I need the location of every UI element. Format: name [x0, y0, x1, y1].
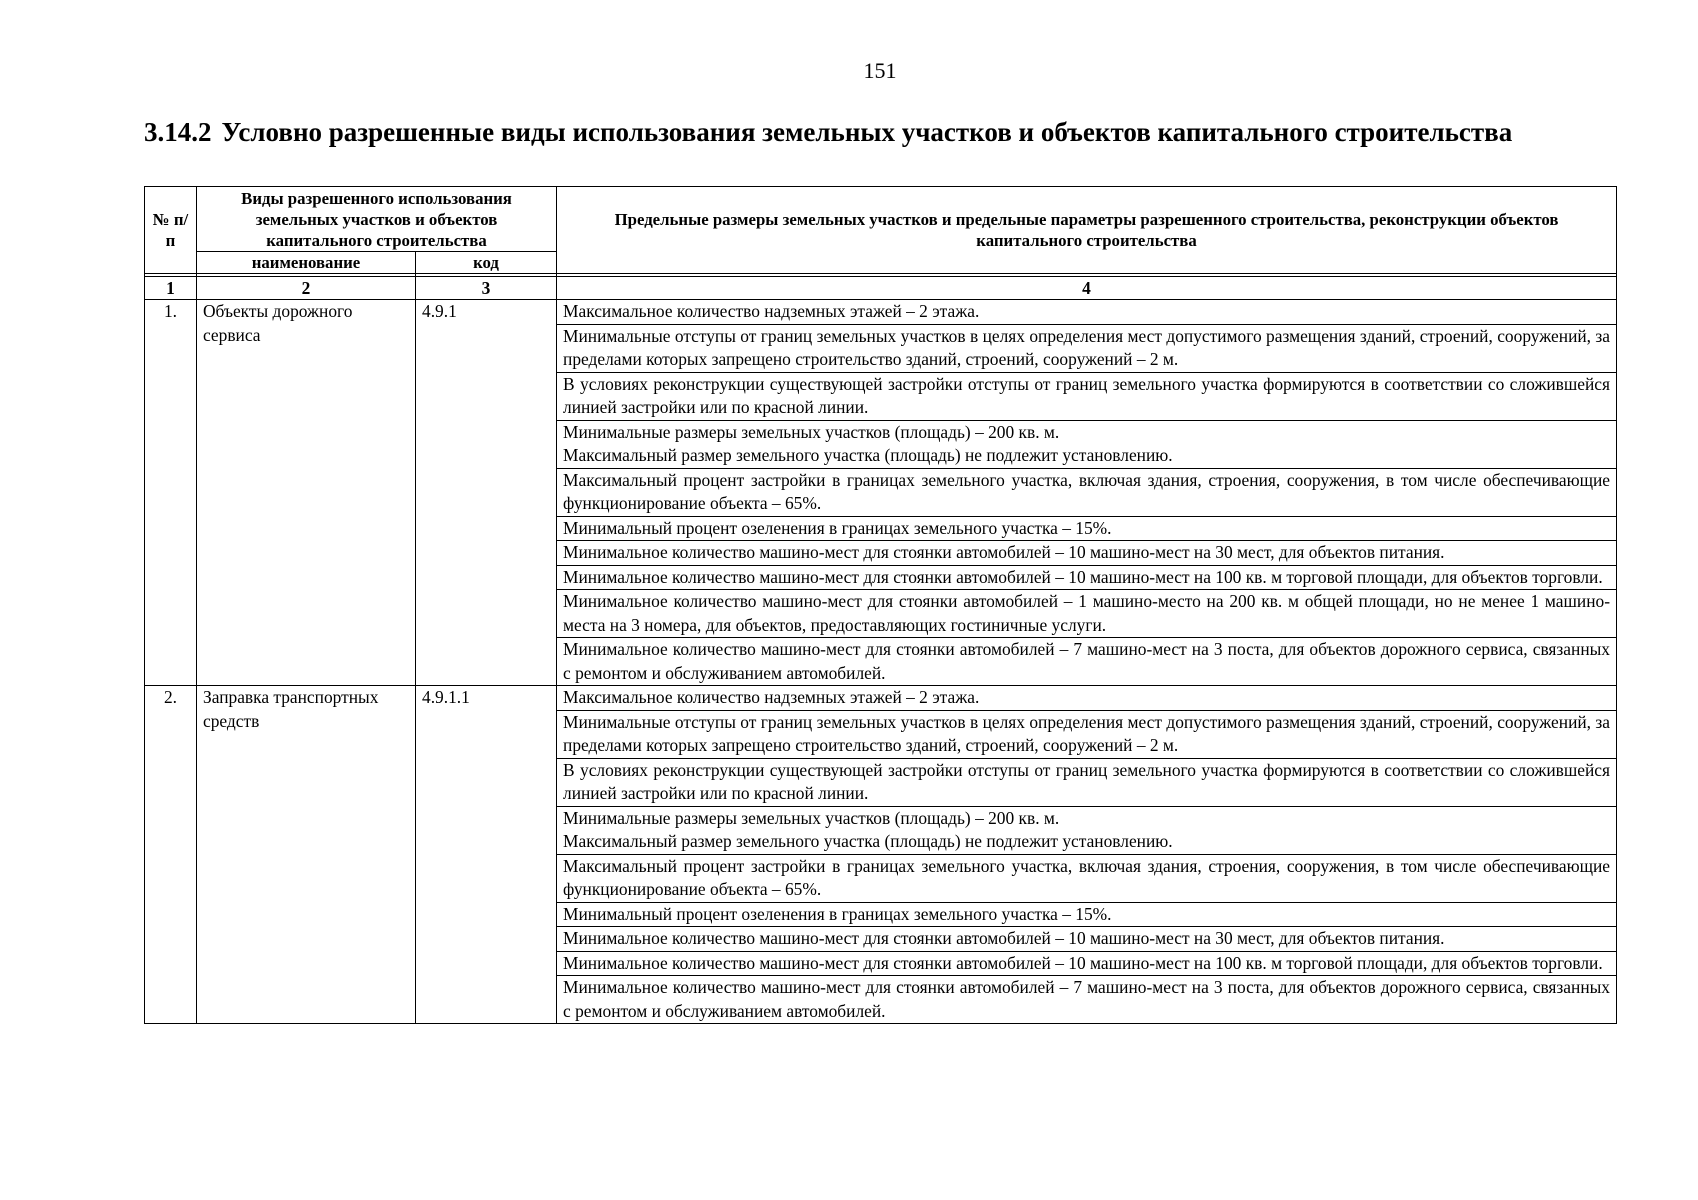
- parameter-cell: Минимальное количество машино-мест для стоянки автомобилей – 10 машино-мест на 100 кв. м торговой площади, для объектов торговли.: [557, 565, 1617, 590]
- header-number: № п/п: [145, 187, 197, 274]
- row-number: 2.: [145, 686, 197, 1024]
- section-title-text: Условно разрешенные виды использования земельных участков и объектов капитального строительства: [221, 117, 1513, 147]
- use-type-name: Заправка транспортных средств: [197, 686, 416, 1024]
- use-type-name: Объекты дорожного сервиса: [197, 300, 416, 686]
- parameter-cell: В условиях реконструкции существующей застройки отступы от границ земельного участка формируются в соответствии со сложившейся линией застройки или по красной линии.: [557, 758, 1617, 806]
- parameter-cell: Минимальное количество машино-мест для стоянки автомобилей – 1 машино-место на 200 кв. м общей площади, но не менее 1 машино-места на 3 номера, для объектов, предоставляющих гостиничные услуги.: [557, 590, 1617, 638]
- parameter-cell: Минимальное количество машино-мест для стоянки автомобилей – 10 машино-мест на 30 мест, для объектов питания.: [557, 927, 1617, 952]
- table-body: [145, 274, 1617, 1024]
- column-number: 1: [145, 277, 197, 300]
- parameter-cell: Максимальное количество надземных этажей – 2 этажа.: [557, 686, 1617, 711]
- column-numbers-row: [145, 277, 1617, 300]
- parameter-cell: [557, 420, 1617, 468]
- parameter-cell: Максимальный процент застройки в границах земельного участка, включая здания, строения, сооружения, в том числе обеспечивающие функционирование объекта – 65%.: [557, 468, 1617, 516]
- parameter-cell: Минимальное количество машино-мест для стоянки автомобилей – 10 машино-мест на 30 мест, для объектов питания.: [557, 541, 1617, 566]
- parameter-line: Максимальный размер земельного участка (площадь) не подлежит установлению.: [563, 831, 1173, 851]
- table-header: [145, 187, 1617, 274]
- section-number: 3.14.2: [144, 117, 212, 147]
- table-row: [145, 686, 1617, 711]
- parameter-cell: Максимальный процент застройки в границах земельного участка, включая здания, строения, сооружения, в том числе обеспечивающие функционирование объекта – 65%.: [557, 854, 1617, 902]
- parameter-cell: Минимальное количество машино-мест для стоянки автомобилей – 10 машино-мест на 100 кв. м торговой площади, для объектов торговли.: [557, 951, 1617, 976]
- header-params: Предельные размеры земельных участков и предельные параметры разрешенного строительства, реконструкции объектов капитального строительства: [557, 187, 1617, 274]
- permitted-use-table: [144, 186, 1617, 1024]
- column-number: 3: [416, 277, 557, 300]
- page-number: 151: [863, 58, 897, 83]
- header-name: наименование: [197, 252, 416, 274]
- table-row: [145, 300, 1617, 325]
- parameter-cell: [557, 806, 1617, 854]
- use-type-code: 4.9.1: [416, 300, 557, 686]
- parameter-cell: Минимальные отступы от границ земельных участков в целях определения мест допустимого размещения зданий, строений, сооружений, за пределами которых запрещено строительство зданий, строений, сооружений – 2 м.: [557, 710, 1617, 758]
- parameter-cell: Минимальные отступы от границ земельных участков в целях определения мест допустимого размещения зданий, строений, сооружений, за пределами которых запрещено строительство зданий, строений, сооружений – 2 м.: [557, 324, 1617, 372]
- header-code: код: [416, 252, 557, 274]
- parameter-cell: Максимальное количество надземных этажей – 2 этажа.: [557, 300, 1617, 325]
- parameter-cell: Минимальный процент озеленения в границах земельного участка – 15%.: [557, 902, 1617, 927]
- use-type-code: 4.9.1.1: [416, 686, 557, 1024]
- section-title: [144, 117, 1512, 148]
- parameter-cell: Минимальный процент озеленения в границах земельного участка – 15%.: [557, 516, 1617, 541]
- parameter-cell: Минимальное количество машино-мест для стоянки автомобилей – 7 машино-мест на 3 поста, для объектов дорожного сервиса, связанных с ремонтом и обслуживанием автомобилей.: [557, 638, 1617, 686]
- parameter-line: Максимальный размер земельного участка (площадь) не подлежит установлению.: [563, 445, 1173, 465]
- header-types-group: Виды разрешенного использования земельных участков и объектов капитального строительства: [197, 187, 557, 252]
- column-number: 4: [557, 277, 1617, 300]
- column-number: 2: [197, 277, 416, 300]
- parameter-line: Минимальные размеры земельных участков (площадь) – 200 кв. м.: [563, 421, 1060, 442]
- row-number: 1.: [145, 300, 197, 686]
- parameter-line: Минимальные размеры земельных участков (площадь) – 200 кв. м.: [563, 807, 1060, 828]
- parameter-cell: Минимальное количество машино-мест для стоянки автомобилей – 7 машино-мест на 3 поста, для объектов дорожного сервиса, связанных с ремонтом и обслуживанием автомобилей.: [557, 976, 1617, 1024]
- parameter-cell: В условиях реконструкции существующей застройки отступы от границ земельного участка формируются в соответствии со сложившейся линией застройки или по красной линии.: [557, 372, 1617, 420]
